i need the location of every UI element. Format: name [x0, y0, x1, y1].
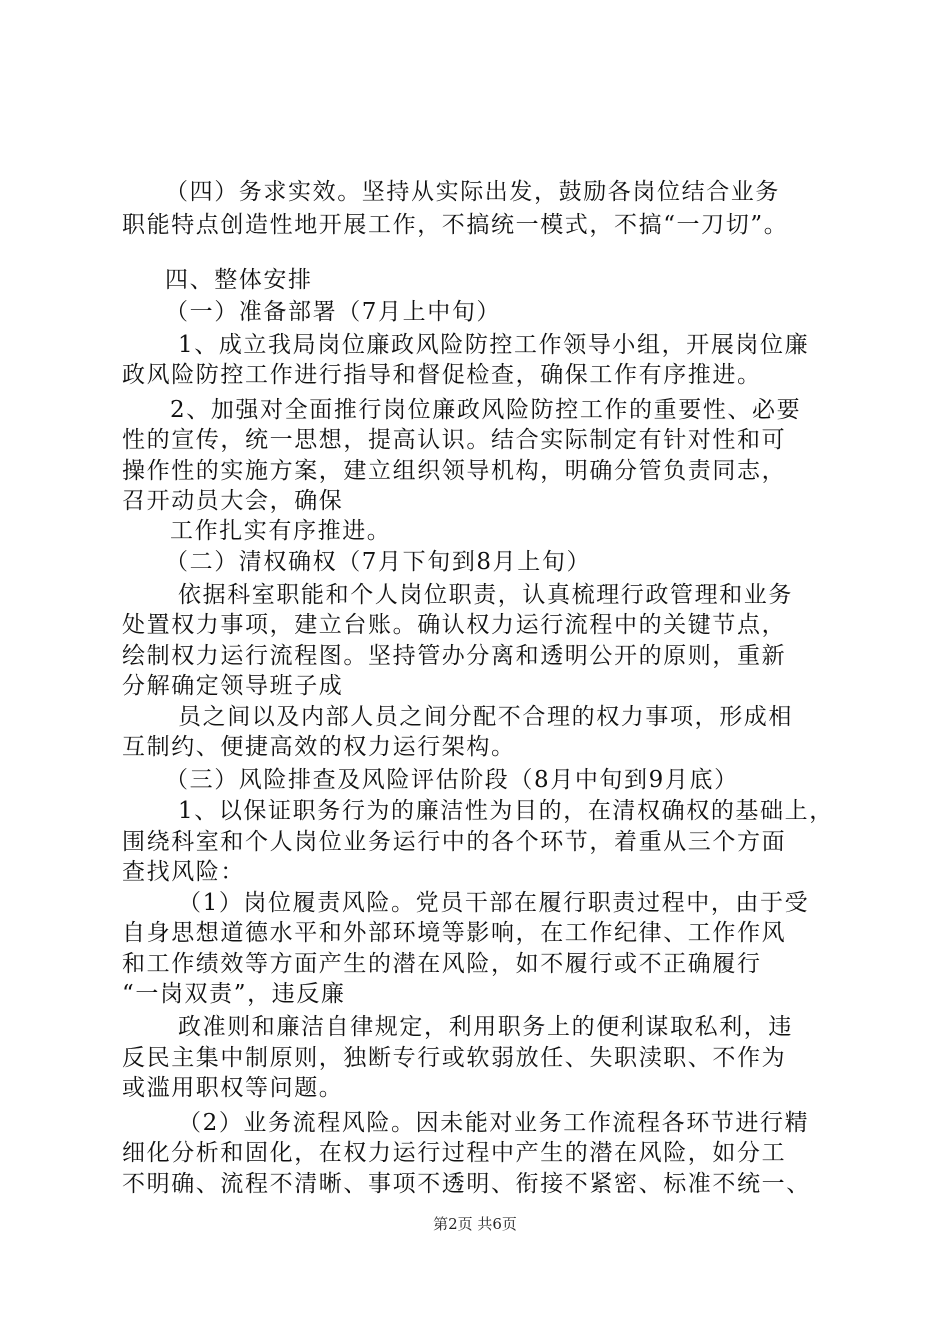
text-line: （1）岗位履责风险。党员干部在履行职责过程中，由于受 [178, 890, 810, 916]
text-line: 政风险防控工作进行指导和督促检查，确保工作有序推进。 [122, 362, 762, 388]
text-line: 查找风险： [122, 859, 245, 885]
text-line: 分解确定领导班子成 [122, 673, 344, 699]
text-line: 召开动员大会，确保 [122, 488, 344, 514]
text-line: 1、以保证职务行为的廉洁性为目的，在清权确权的基础上， [178, 798, 834, 824]
text-line: 细化分析和固化，在权力运行过程中产生的潜在风险，如分工 [122, 1140, 787, 1166]
text-line: 自身思想道德水平和外部环境等影响，在工作纪律、工作作风 [122, 920, 787, 946]
text-line: 工作扎实有序推进。 [170, 518, 392, 544]
text-line: 1、成立我局岗位廉政风险防控工作领导小组，开展岗位廉 [178, 332, 810, 358]
section-heading: 四、整体安排 [165, 267, 313, 293]
text-line: 互制约、便捷高效的权力运行架构。 [122, 734, 516, 760]
text-line: （2）业务流程风险。因未能对业务工作流程各环节进行精 [178, 1110, 810, 1136]
text-line: 依据科室职能和个人岗位职责，认真梳理行政管理和业务 [178, 582, 793, 608]
text-line: 2、加强对全面推行岗位廉政风险防控工作的重要性、必要 [170, 397, 802, 423]
text-line: 政准则和廉洁自律规定，利用职务上的便利谋取私利，违 [178, 1014, 793, 1040]
page-number-footer: 第2页 共6页 [433, 1215, 517, 1233]
text-line: 职能特点创造性地开展工作，不搞统一模式，不搞“一刀切”。 [122, 212, 789, 238]
text-line: 不明确、流程不清晰、事项不透明、衔接不紧密、标准不统一、 [122, 1171, 811, 1197]
text-line: （四）务求实效。坚持从实际出发，鼓励各岗位结合业务 [165, 179, 780, 205]
text-line: 反民主集中制原则，独断专行或软弱放任、失职渎职、不作为 [122, 1045, 787, 1071]
text-line: 绘制权力运行流程图。坚持管办分离和透明公开的原则，重新 [122, 643, 787, 669]
text-line: “一岗双责”，违反廉 [122, 981, 346, 1007]
subsection-heading: （二）清权确权（7月下旬到8月上旬） [165, 549, 592, 575]
text-line: 操作性的实施方案，建立组织领导机构，明确分管负责同志， [122, 458, 787, 484]
text-line: 围绕科室和个人岗位业务运行中的各个环节，着重从三个方面 [122, 829, 787, 855]
text-line: 或滥用职权等问题。 [122, 1075, 344, 1101]
text-line: 和工作绩效等方面产生的潜在风险，如不履行或不正确履行 [122, 951, 762, 977]
text-line: 员之间以及内部人员之间分配不合理的权力事项，形成相 [178, 704, 793, 730]
text-line: 处置权力事项，建立台账。确认权力运行流程中的关键节点， [122, 612, 787, 638]
text-line: 性的宣传，统一思想，提高认识。结合实际制定有针对性和可 [122, 427, 787, 453]
subsection-heading: （三）风险排查及风险评估阶段（8月中旬到9月底） [165, 767, 739, 793]
subsection-heading: （一）准备部署（7月上中旬） [165, 299, 502, 325]
